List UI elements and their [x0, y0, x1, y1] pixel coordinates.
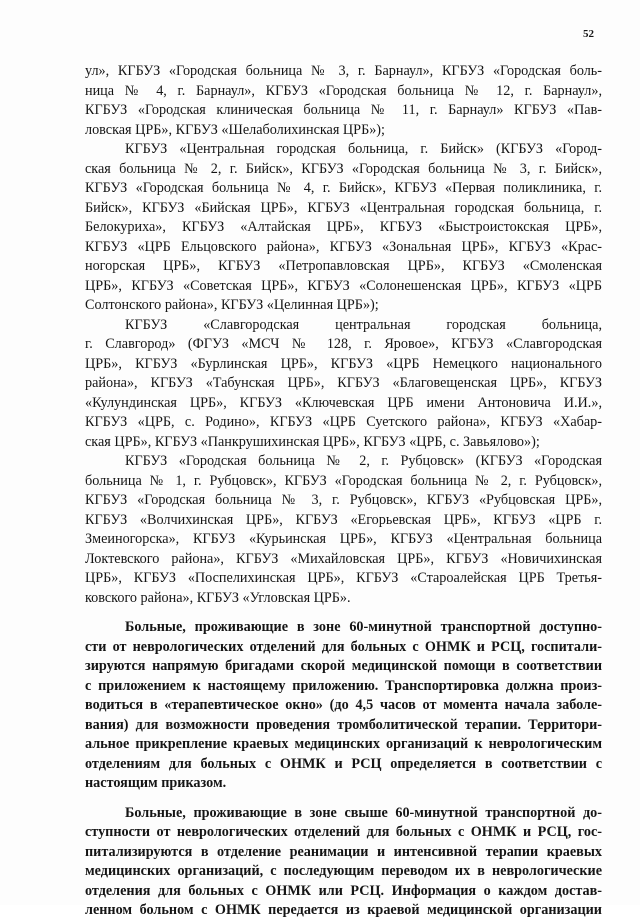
text-line: ЦРБ», КГБУЗ «Бурлинская ЦРБ», КГБУЗ «ЦРБ Немецкого национального: [85, 355, 602, 372]
text-line: медицинских организаций, с последующим переводом их в неврологические: [85, 863, 602, 879]
text-line: альное прикрепление краевых медицинских организаций к неврологическим: [85, 736, 602, 752]
text-line: «Кулундинская ЦРБ», КГБУЗ «Ключевская ЦРБ имени Антоновича И.И.»,: [85, 394, 602, 411]
text-line: КГБУЗ «Славгородская центральная городская больница,: [125, 316, 602, 333]
text-line: Змеиногорска», КГБУЗ «Курьинская ЦРБ», КГБУЗ «Центральная больница: [85, 531, 602, 547]
text-line: больница № 1, г. Рубцовск», КГБУЗ «Городская больница № 2, г. Рубцовск»,: [85, 472, 602, 489]
text-line: отделения для больных с ОНМК или РСЦ. Информация о каждом достав-: [85, 882, 602, 899]
paragraph: [85, 316, 602, 453]
text-line: вания) для возможности проведения тромболитической терапии. Территори-: [85, 716, 602, 733]
text-line: водиться в «терапевтическое окно» (до 4,5 часов от момента начала заболе-: [85, 697, 602, 713]
text-line: Бийск», КГБУЗ «Бийская ЦРБ», КГБУЗ «Центральная городская больница, г.: [85, 199, 602, 216]
paragraph: [85, 804, 602, 921]
paragraph: [85, 618, 602, 794]
text-line: Белокуриха», КГБУЗ «Алтайская ЦРБ», КГБУЗ «Быстроистокская ЦРБ»,: [85, 219, 602, 235]
text-line: КГБУЗ «Городская больница № 3, г. Рубцовск», КГБУЗ «Рубцовская ЦРБ»,: [85, 492, 602, 508]
text-line: ЦРБ», КГБУЗ «Поспелихинская ЦРБ», КГБУЗ «Староалейская ЦРБ Третья-: [85, 570, 602, 586]
text-line: района», КГБУЗ «Табунская ЦРБ», КГБУЗ «Благовещенская ЦРБ», КГБУЗ: [85, 375, 602, 391]
document-body: [85, 62, 602, 921]
page-number: 52: [583, 28, 594, 40]
text-line: Больные, проживающие в зоне свыше 60-минутной транспортной до-: [125, 804, 602, 821]
text-line: КГБУЗ «Городская больница № 4, г. Бийск», КГБУЗ «Первая поликлиника, г.: [85, 180, 602, 196]
paragraph-gap: [85, 794, 602, 804]
text-line: КГБУЗ «ЦРБ Ельцовского района», КГБУЗ «Зональная ЦРБ», КГБУЗ «Крас-: [85, 238, 602, 255]
text-line: ская больница № 2, г. Бийск», КГБУЗ «Городская больница № 3, г. Бийск»,: [85, 160, 602, 177]
text-line: настоящим приказом.: [85, 775, 227, 791]
text-line: ловская ЦРБ», КГБУЗ «Шелаболихинская ЦРБ»);: [85, 121, 385, 138]
paragraph: [85, 62, 602, 140]
text-line: сти от неврологических отделений для больных с ОНМК и РСЦ, госпитали-: [85, 638, 602, 655]
text-line: КГБУЗ «Городская клиническая больница № 11, г. Барнаул» КГБУЗ «Пав-: [85, 102, 602, 118]
text-line: Больные, проживающие в зоне 60-минутной транспортной доступно-: [125, 619, 602, 635]
text-line: Солтонского района», КГБУЗ «Целинная ЦРБ»);: [85, 297, 379, 313]
text-line: КГБУЗ «ЦРБ, с. Родино», КГБУЗ «ЦРБ Суетского района», КГБУЗ «Хабар-: [85, 414, 602, 430]
text-line: ногорская ЦРБ», КГБУЗ «Петропавловская ЦРБ», КГБУЗ «Смоленская: [85, 258, 602, 274]
text-line: КГБУЗ «Городская больница № 2, г. Рубцовск» (КГБУЗ «Городская: [125, 453, 602, 469]
text-line: с приложением к настоящему приложению. Транспортировка должна произ-: [85, 677, 602, 694]
text-line: отделениям для больных с ОНМК и РСЦ определяется в соответствии с: [85, 755, 602, 772]
text-line: ница № 4, г. Барнаул», КГБУЗ «Городская больница № 12, г. Барнаул»,: [85, 82, 602, 99]
text-line: Локтевского района», КГБУЗ «Михайловская ЦРБ», КГБУЗ «Новичихинская: [85, 550, 602, 567]
text-line: питализируются в отделение реанимации и интенсивной терапии краевых: [85, 843, 602, 860]
text-line: КГБУЗ «Волчихинская ЦРБ», КГБУЗ «Егорьевская ЦРБ», КГБУЗ «ЦРБ г.: [85, 511, 602, 528]
text-line: ул», КГБУЗ «Городская больница № 3, г. Барнаул», КГБУЗ «Городская боль-: [85, 63, 602, 79]
paragraph-gap: [85, 608, 602, 618]
text-line: ская ЦРБ», КГБУЗ «Панкрушихинская ЦРБ», КГБУЗ «ЦРБ, с. Завьялово»);: [85, 433, 540, 450]
text-line: ковского района», КГБУЗ «Угловская ЦРБ».: [85, 589, 351, 606]
text-line: зируются напрямую бригадами скорой медицинской помощи в соответствии: [85, 658, 602, 674]
paragraph: [85, 452, 602, 608]
text-line: КГБУЗ «Центральная городская больница, г. Бийск» (КГБУЗ «Город-: [125, 141, 602, 157]
text-line: ленном больном с ОНМК передается из краевой медицинской организации: [85, 902, 602, 918]
text-line: ЦРБ», КГБУЗ «Советская ЦРБ», КГБУЗ «Солонешенская ЦРБ», КГБУЗ «ЦРБ: [85, 277, 602, 294]
paragraph: [85, 140, 602, 316]
text-line: г. Славгород» (ФГУЗ «МСЧ № 128, г. Яровое», КГБУЗ «Славгородская: [85, 336, 602, 352]
text-line: ступности от неврологических отделений для больных с ОНМК и РСЦ, гос-: [85, 824, 602, 840]
